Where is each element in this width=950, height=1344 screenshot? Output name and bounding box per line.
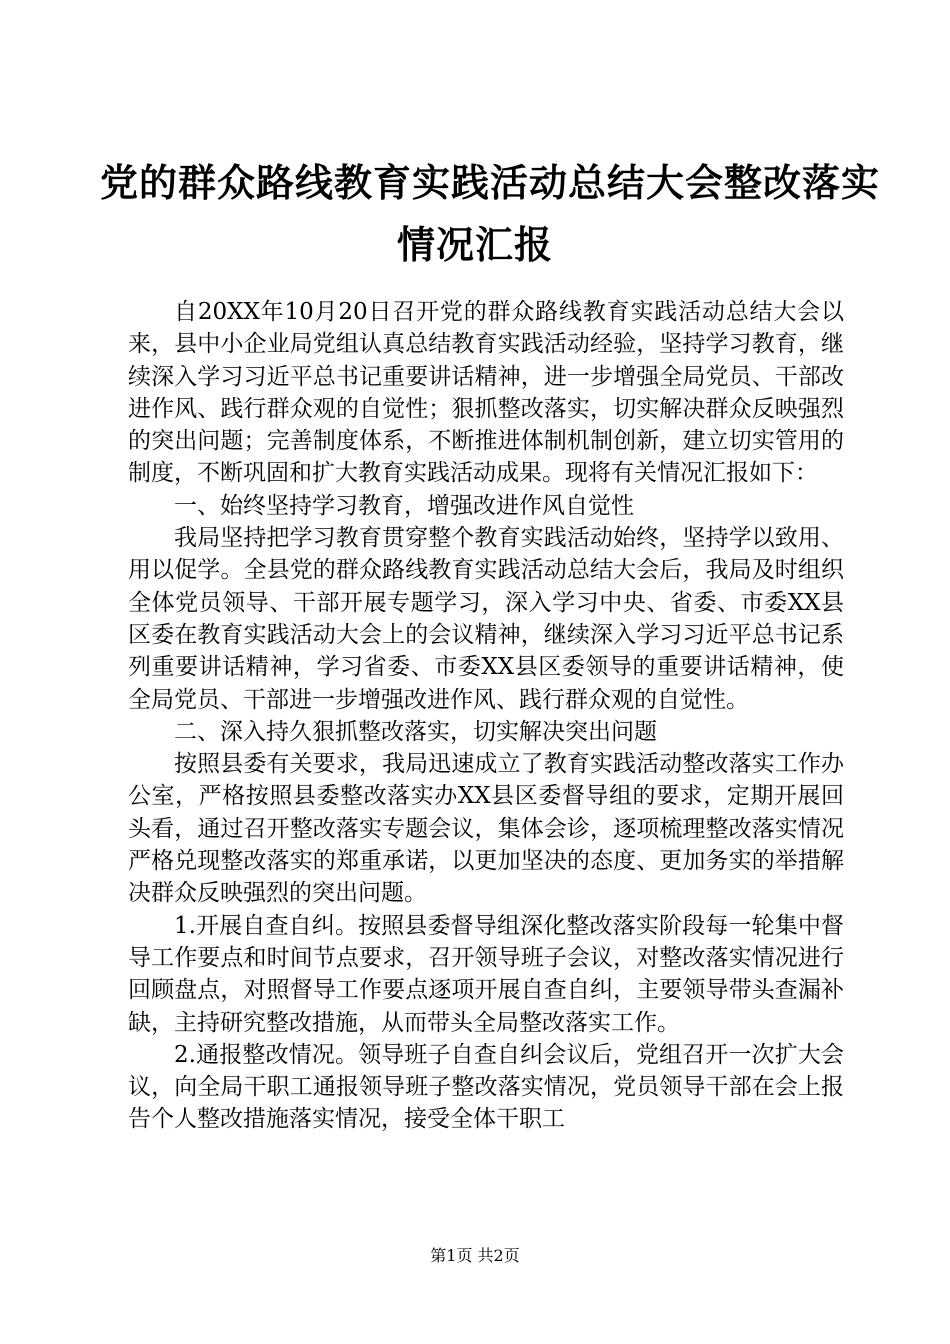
paragraph-section-2: 按照县委有关要求，我局迅速成立了教育实践活动整改落实工作办公室，严格按照县委整改落实办XX县区委督导组的要求，定期开展回头看，通过召开整改落实专题会议，集体会诊，逐项梳理整改落实情况严格兑现整改落实的郑重承诺，以更加坚决的态度、更加务实的举措解决群众反映强烈的突出问题。: [128, 751, 844, 907]
document-title-line-1: 党的群众路线教育实践活动总结大会整改落实: [100, 160, 881, 205]
paragraph-intro: 自20XX年10月20日召开党的群众路线教育实践活动总结大会以来，县中小企业局党组认真总结教育实践活动经验，坚持学习教育，继续深入学习习近平总书记重要讲话精神，进一步增强全局党员、干部改进作风、践行群众观的自觉性；狠抓整改落实，切实解决群众反映强烈的突出问题；完善制度体系，不断推进体制机制创新，建立切实管用的制度，不断巩固和扩大教育实践活动成果。现将有关情况汇报如下：: [128, 299, 844, 487]
paragraph-item-2: 2.通报整改情况。领导班子自查自纠会议后，党组召开一次扩大会议，向全局干职工通报领导班子整改落实情况，党员领导干部在会上报告个人整改措施落实情况，接受全体干职工: [128, 1041, 844, 1133]
paragraph-item-1: 1.开展自查自纠。按照县委督导组深化整改落实阶段每一轮集中督导工作要点和时间节点要求，召开领导班子会议，对整改落实情况进行回顾盘点，对照督导工作要点逐项开展自查自纠，主要领导带头查漏补缺，主持研究整改措施，从而带头全局整改落实工作。: [128, 912, 844, 1036]
section-heading-2: 二、深入持久狠抓整改落实，切实解决突出问题: [174, 718, 657, 745]
document-title-line-2: 情况汇报: [396, 222, 553, 267]
section-heading-1: 一、始终坚持学习教育，增强改进作风自觉性: [174, 492, 634, 519]
page-number-footer: 第1页 共2页: [430, 1246, 520, 1265]
paragraph-section-1: 我局坚持把学习教育贯穿整个教育实践活动始终，坚持学以致用、用以促学。全县党的群众路线教育实践活动总结大会后，我局及时组织全体党员领导、干部开展专题学习，深入学习中央、省委、市委XX县区委在教育实践活动大会上的会议精神，继续深入学习习近平总书记系列重要讲话精神，学习省委、市委XX县区委领导的重要讲话精神，使全局党员、干部进一步增强改进作风、践行群众观的自觉性。: [128, 525, 844, 713]
document-body: [128, 296, 844, 1136]
